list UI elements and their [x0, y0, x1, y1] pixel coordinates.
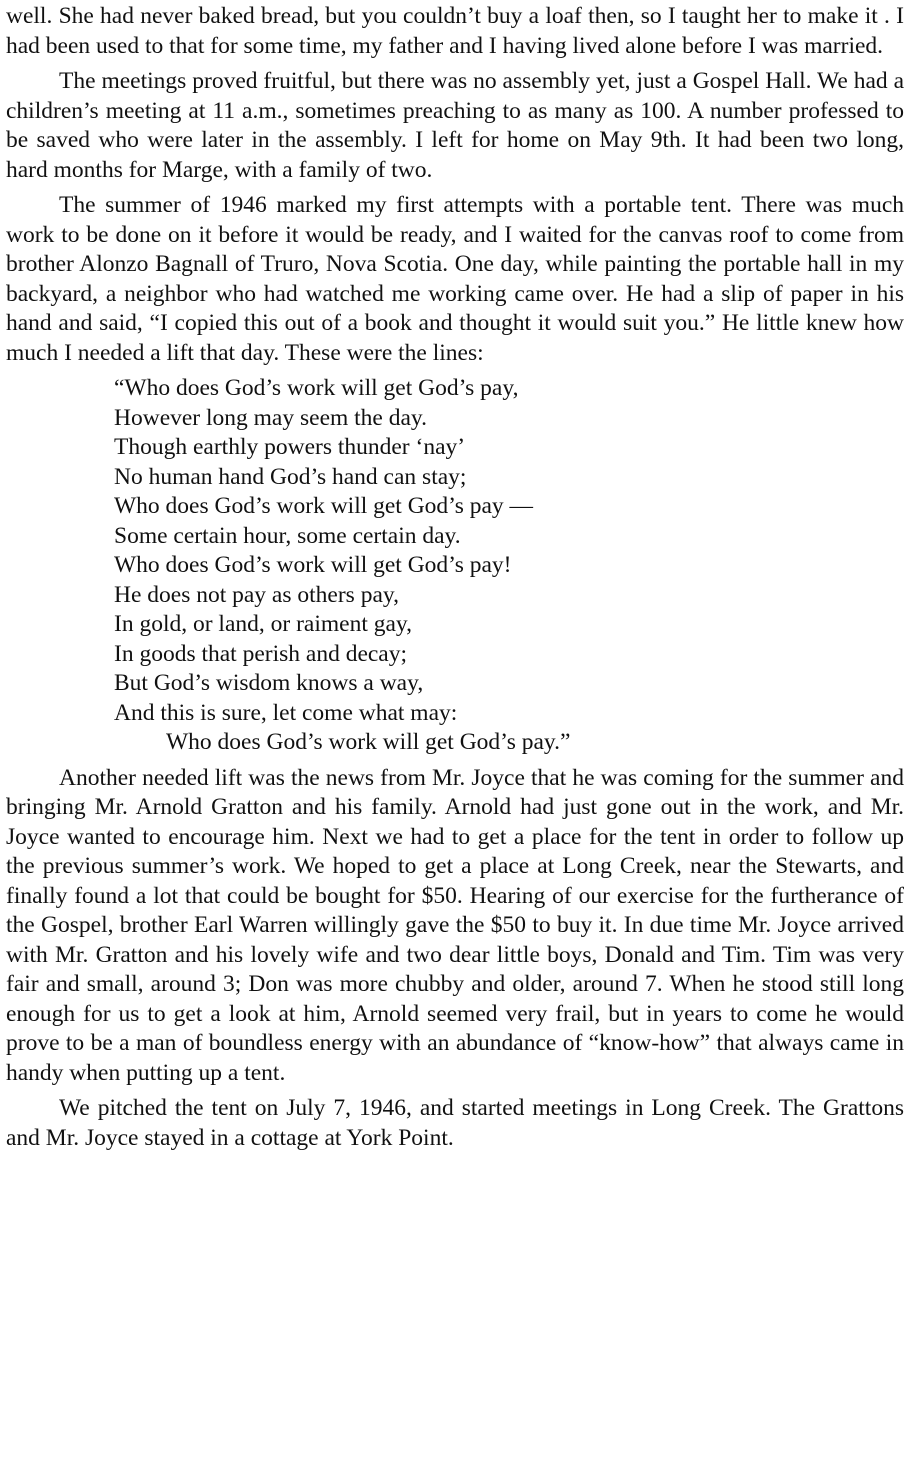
poem-line: Who does God’s work will get God’s pay!: [114, 552, 512, 578]
paragraph-portable-tent: The summer of 1946 marked my first attempts with a portable tent. There was much work to be done on it before it would be ready, and I waited for the canvas roof to come from brother Alonzo Bagnall of Truro, Nova Scotia. One day, while painting the portable hall in my backyard, a neighbor who had watched me working came over. He had a slip of paper in his hand and said, “I copied this out of a book and thought it would suit you.” He little knew how much I needed a lift that day. These were the lines:: [6, 192, 904, 366]
poem-line: Though earthly powers thunder ‘nay’: [114, 434, 466, 460]
paragraph-meetings: The meetings proved fruitful, but there was no assembly yet, just a Gospel Hall. We had a children’s meeting at 11 a.m., sometimes preaching to as many as 100. A number professed to be saved who were later in the assembly. I left for home on May 9th. It had been two long, hard months for Marge, with a family of two.: [6, 68, 904, 183]
poem-line: Some certain hour, some certain day.: [114, 522, 461, 549]
poem-line: No human hand God’s hand can stay;: [114, 463, 467, 490]
poem-block: [6, 374, 904, 758]
poem-line: In goods that perish and decay;: [114, 640, 408, 667]
paragraph-continuation: well. She had never baked bread, but you couldn’t buy a loaf then, so I taught her to make it . I had been used to that for some time, my father and I having lived alone before I was married.: [6, 3, 904, 59]
document-page: [6, 2, 904, 1159]
poem-line: And this is sure, let come what may:: [114, 699, 458, 726]
poem-line: He does not pay as others pay,: [114, 581, 399, 608]
poem-line: However long may seem the day.: [114, 404, 428, 431]
poem-line: “Who does God’s work will get God’s pay,: [114, 375, 519, 401]
poem-line: Who does God’s work will get God’s pay —: [114, 493, 534, 519]
poem-line: But God’s wisdom knows a way,: [114, 670, 424, 696]
poem-line: In gold, or land, or raiment gay,: [114, 611, 413, 637]
poem-line-final: Who does God’s work will get God’s pay.”: [166, 729, 571, 755]
paragraph-long-creek: We pitched the tent on July 7, 1946, and started meetings in Long Creek. The Grattons and Mr. Joyce stayed in a cottage at York Point.: [6, 1095, 904, 1151]
paragraph-gratton-family: Another needed lift was the news from Mr. Joyce that he was coming for the summer and bringing Mr. Arnold Gratton and his family. Arnold had just gone out in the work, and Mr. Joyce wanted to encourage him. Next we had to get a place for the tent in order to follow up the previous summer’s work. We hoped to get a place at Long Creek, near the Stewarts, and finally found a lot that could be bought for $50. Hearing of our exercise for the furtherance of the Gospel, brother Earl Warren willingly gave the $50 to buy it. In due time Mr. Joyce arrived with Mr. Gratton and his lovely wife and two dear little boys, Donald and Tim. Tim was very fair and small, around 3; Don was more chubby and older, around 7. When he stood still long enough for us to get a look at him, Arnold seemed very frail, but in years to come he would prove to be a man of boundless energy with an abundance of “know-how” that always came in handy when putting up a tent.: [6, 764, 904, 1086]
